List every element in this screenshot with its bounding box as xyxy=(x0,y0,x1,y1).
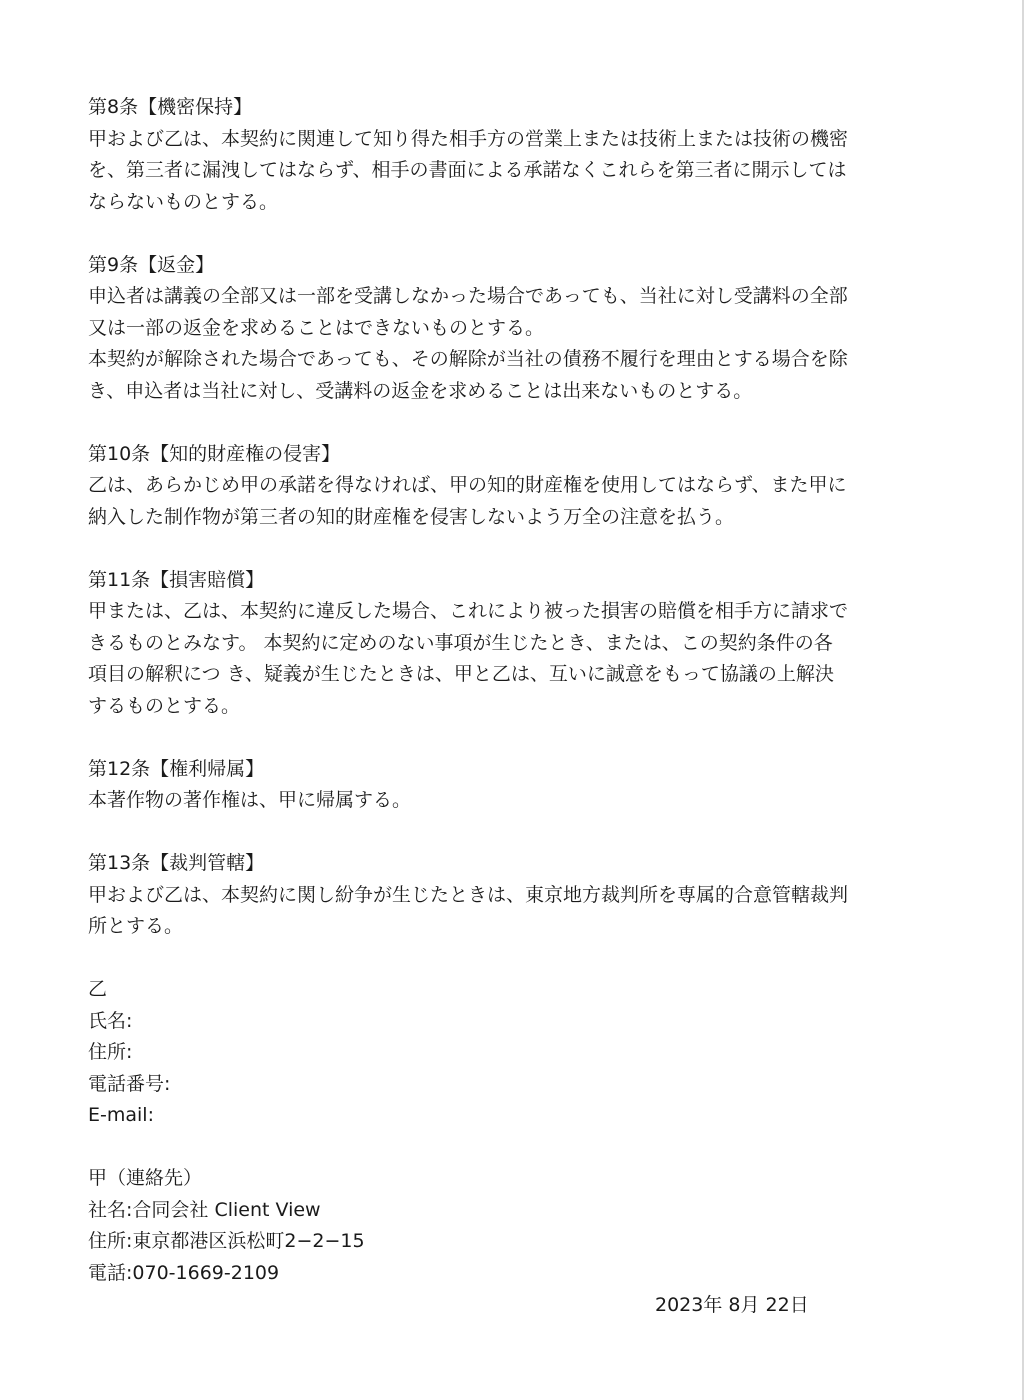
article-paragraph: 甲および乙は、本契約に関連して知り得た相手方の営業上または技術上または技術の機密 を、第三者に漏洩してはならず、相手の書面による承諾なくこれらを第三者に開示しては ならないものとする。 xyxy=(88,127,849,213)
party-a-company: 社名:合同会社 Client View xyxy=(88,1198,321,1221)
article-12 xyxy=(88,754,938,817)
article-heading: 第8条【機密保持】 xyxy=(88,96,253,118)
party-a-phone: 電話:070-1669-2109 xyxy=(88,1261,280,1284)
party-b-email-label: E-mail: xyxy=(88,1104,154,1126)
article-paragraph: 本著作物の著作権は、甲に帰属する。 xyxy=(88,789,412,811)
article-paragraph: 乙は、あらかじめ甲の承諾を得なければ、甲の知的財産権を使用してはならず、また甲に 納入した制作物が第三者の知的財産権を侵害しないよう万全の注意を払う。 xyxy=(88,474,847,528)
article-8 xyxy=(88,92,938,218)
article-9 xyxy=(88,250,938,408)
article-heading: 第10条【知的財産権の侵害】 xyxy=(88,442,341,465)
article-heading: 第13条【裁判管轄】 xyxy=(88,852,265,874)
article-heading: 第11条【損害賠償】 xyxy=(88,568,265,591)
article-10 xyxy=(88,439,938,534)
party-a-block xyxy=(88,1163,938,1289)
article-paragraph: 甲または、乙は、本契約に違反した場合、これにより被った損害の賠償を相手方に請求で きるものとみなす。 本契約に定めのない事項が生じたとき、または、この契約条件の各 項目の解釈につ き、疑義が生じたときは、甲と乙は、互いに誠意をもって協議の上解決 するものとする。 xyxy=(88,600,849,717)
article-paragraph: 甲および乙は、本契約に関し紛争が生じたときは、東京地方裁判所を専属的合意管轄裁判 所とする。 xyxy=(88,883,849,937)
article-heading: 第9条【返金】 xyxy=(88,253,215,276)
article-13 xyxy=(88,848,938,943)
article-heading: 第12条【権利帰属】 xyxy=(88,757,265,780)
contract-document xyxy=(88,92,938,1321)
party-a-address: 住所:東京都港区浜松町2−2−15 xyxy=(88,1230,365,1252)
party-a-title: 甲（連絡先） xyxy=(88,1167,203,1189)
party-b-title: 乙 xyxy=(88,978,108,1000)
party-b-block xyxy=(88,974,938,1132)
article-11 xyxy=(88,565,938,723)
party-b-name-label: 氏名: xyxy=(88,1009,133,1032)
contract-date: 2023年 8月 22日 xyxy=(655,1294,809,1316)
article-paragraph: 申込者は講義の全部又は一部を受講しなかった場合であっても、当社に対し受講料の全部 又は一部の返金を求めることはできないものとする。 xyxy=(88,285,848,339)
party-b-address-label: 住所: xyxy=(88,1041,133,1063)
article-paragraph: 本契約が解除された場合であっても、その解除が当社の債務不履行を理由とする場合を除 き、申込者は当社に対し、受講料の返金を求めることは出来ないものとする。 xyxy=(88,348,848,402)
party-b-phone-label: 電話番号: xyxy=(88,1072,171,1095)
